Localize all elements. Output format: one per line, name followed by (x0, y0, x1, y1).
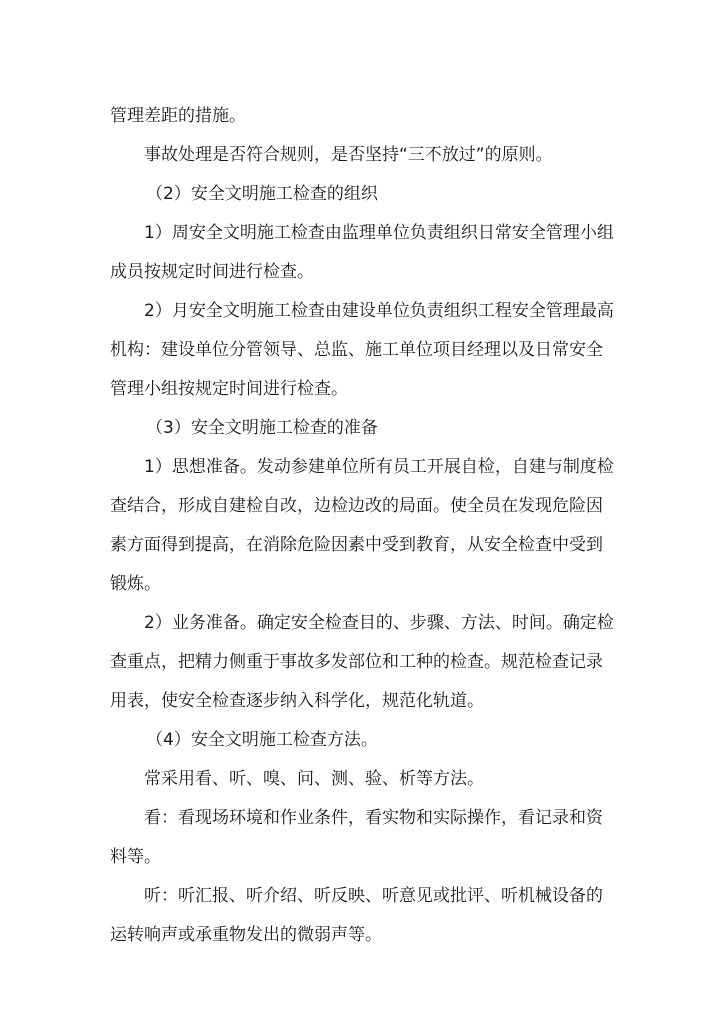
text-line: 成员按规定时间进行检查。 (110, 262, 314, 282)
section-heading: （2）安全文明施工检查的组织 (146, 184, 378, 204)
text-line: 听：听汇报、听介绍、听反映、听意见或批评、听机械设备的 (144, 886, 603, 906)
section-heading: （4）安全文明施工检查方法。 (146, 730, 378, 750)
text-line: 1）思想准备。发动参建单位所有员工开展自检，自建与制度检 (144, 457, 614, 477)
text-line: 锻炼。 (110, 574, 161, 594)
text-line: 用表，使安全检查逐步纳入科学化，规范化轨道。 (110, 691, 484, 711)
text-line: 1）周安全文明施工检查由监理单位负责组织日常安全管理小组 (144, 223, 614, 243)
text-line: 查重点，把精力侧重于事故多发部位和工种的检查。规范检查记录 (110, 652, 603, 672)
text-line: 管理小组按规定时间进行检查。 (110, 379, 348, 399)
text-line: 料等。 (110, 847, 161, 867)
text-line: 管理差距的措施。 (110, 106, 246, 126)
text-line: 机构：建设单位分管领导、总监、施工单位项目经理以及日常安全 (110, 340, 603, 360)
text-line: 素方面得到提高，在消除危险因素中受到教育，从安全检查中受到 (110, 535, 603, 555)
text-line: 2）月安全文明施工检查由建设单位负责组织工程安全管理最高 (144, 301, 614, 321)
text-line: 事故处理是否符合规则，是否坚持“三不放过”的原则。 (144, 145, 553, 165)
text-line: 2）业务准备。确定安全检查目的、步骤、方法、时间。确定检 (144, 613, 614, 633)
text-line: 查结合，形成自建检自改，边检边改的局面。使全员在发现危险因 (110, 496, 603, 516)
text-line: 常采用看、听、嗅、问、测、验、析等方法。 (144, 769, 484, 789)
text-line: 运转响声或承重物发出的微弱声等。 (110, 925, 382, 945)
section-heading: （3）安全文明施工检查的准备 (146, 418, 378, 438)
text-line: 看：看现场环境和作业条件，看实物和实际操作，看记录和资 (144, 808, 603, 828)
